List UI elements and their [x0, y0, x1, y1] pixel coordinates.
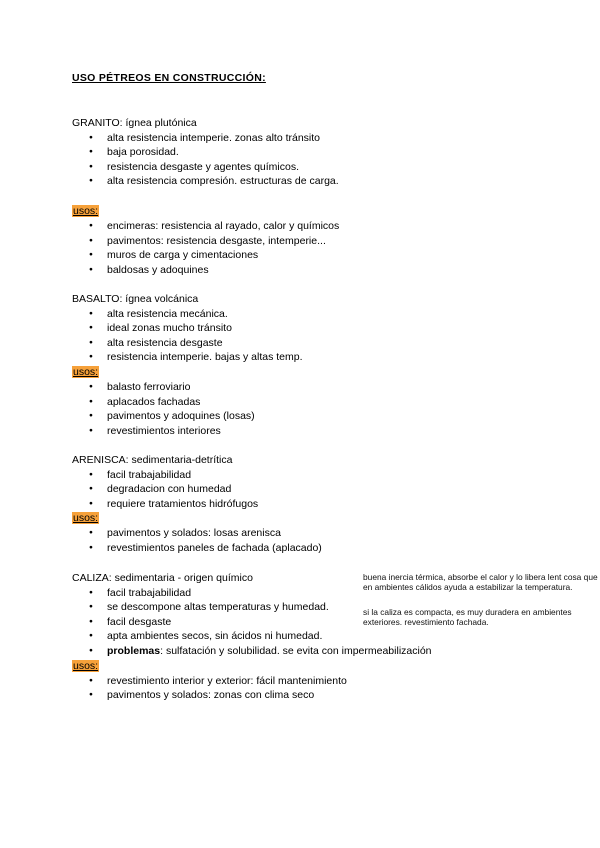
list-item: ● facil trabajabilidad	[72, 586, 402, 601]
list-item: ● alta resistencia compresión. estructuras de carga.	[72, 174, 402, 189]
list-item: ● alta resistencia mecánica.	[72, 307, 402, 322]
problems-label: problemas	[107, 644, 161, 657]
usos-label: usos:	[73, 365, 99, 378]
section-granito	[72, 116, 402, 189]
list-item: ● se descompone altas temperaturas y humedad.	[72, 600, 402, 615]
usos-block-granito	[72, 204, 402, 277]
list-item: ● encimeras: resistencia al rayado, calor y químicos	[72, 219, 402, 234]
side-note-thermal: buena inercia térmica, absorbe el calor y lo libera lent cosa que en ambientes cálidos ayuda a estabilizar la temperatura.	[363, 572, 598, 593]
list-item: ● requiere tratamientos hidrófugos	[72, 497, 402, 512]
properties-list	[72, 468, 402, 512]
section-caliza	[72, 571, 432, 703]
list-item: ● facil desgaste	[72, 615, 402, 630]
list-item: ● alta resistencia desgaste	[72, 336, 402, 351]
list-item-problems	[72, 644, 432, 659]
usos-label: usos:	[73, 659, 99, 672]
side-note-compact: si la caliza es compacta, es muy duradera en ambientes exteriores. revestimiento fachada.	[363, 607, 572, 628]
list-item: ● alta resistencia intemperie. zonas alto tránsito	[72, 131, 402, 146]
problems-text: : sulfatación y solubilidad. se evita con impermeabilización	[160, 644, 432, 657]
page-title: USO PÉTREOS EN CONSTRUCCIÓN:	[72, 72, 266, 84]
list-item: ● pavimentos y solados: zonas con clima seco	[72, 688, 402, 703]
list-item: ● apta ambientes secos, sin ácidos ni humedad.	[72, 629, 402, 644]
properties-list	[72, 307, 402, 365]
usos-list	[72, 674, 402, 703]
usos-label: usos:	[73, 512, 99, 525]
list-item: ● revestimientos paneles de fachada (aplacado)	[72, 541, 402, 556]
list-item: ● aplacados fachadas	[72, 395, 402, 410]
list-item: ● ideal zonas mucho tránsito	[72, 321, 402, 336]
list-item: ● revestimientos interiores	[72, 424, 402, 439]
section-heading: CALIZA: sedimentaria - origen químico	[72, 572, 253, 584]
section-heading: ARENISCA: sedimentaria-detrítica	[72, 454, 233, 466]
usos-list	[72, 380, 402, 438]
properties-list	[72, 131, 402, 189]
list-item: ● degradacion con humedad	[72, 482, 402, 497]
list-item: ● resistencia intemperie. bajas y altas temp.	[72, 350, 402, 365]
list-item: ● baja porosidad.	[72, 145, 402, 160]
list-item: ● muros de carga y cimentaciones	[72, 248, 402, 263]
section-heading: GRANITO: ígnea plutónica	[72, 117, 197, 129]
list-item: ● pavimentos y adoquines (losas)	[72, 409, 402, 424]
usos-label: usos:	[73, 205, 99, 217]
list-item: ● revestimiento interior y exterior: fácil mantenimiento	[72, 674, 402, 689]
list-item: ● balasto ferroviario	[72, 380, 402, 395]
list-item: ● baldosas y adoquines	[72, 263, 402, 278]
list-item: ● facil trabajabilidad	[72, 468, 402, 483]
usos-list	[72, 219, 402, 277]
usos-list	[72, 526, 402, 555]
list-item: ● pavimentos: resistencia desgaste, intemperie...	[72, 234, 402, 249]
properties-list	[72, 586, 432, 659]
section-heading: BASALTO: ígnea volcánica	[72, 293, 199, 305]
section-basalto	[72, 292, 402, 438]
list-item: ● resistencia desgaste y agentes químicos.	[72, 160, 402, 175]
section-arenisca	[72, 453, 402, 556]
list-item: ● pavimentos y solados: losas arenisca	[72, 526, 402, 541]
